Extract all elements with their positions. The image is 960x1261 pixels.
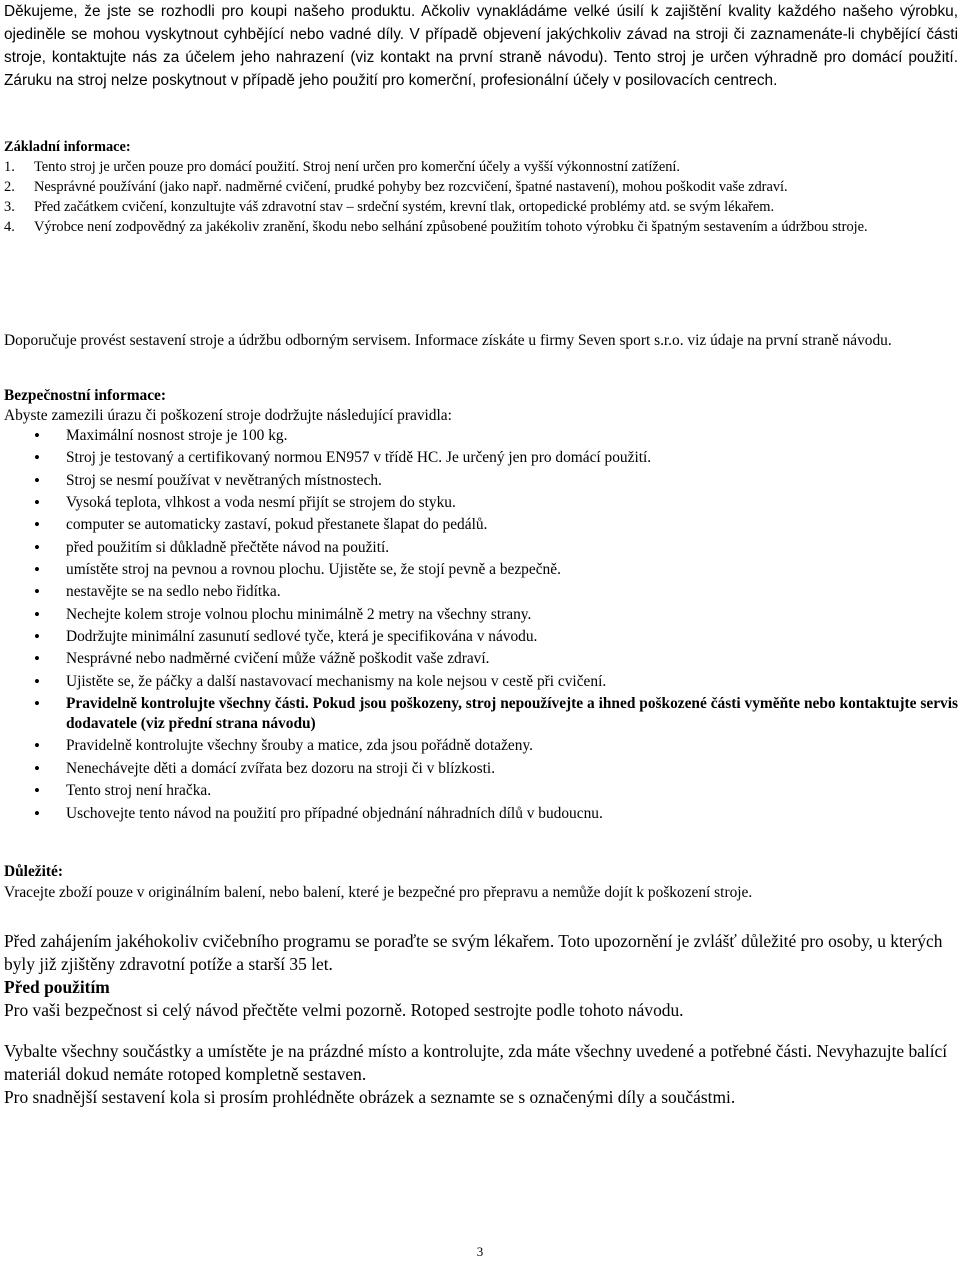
bullet-icon: • [34, 781, 40, 801]
bullet-icon: • [34, 758, 40, 778]
safety-rule-text: Nenechávejte děti a domácí zvířata bez dozoru na stroji či v blízkosti. [66, 759, 496, 777]
safety-rule-text: Tento stroj není hračka. [66, 782, 212, 800]
before-use-heading: Před použitím [4, 977, 110, 997]
safety-rule-text: Vysoká teplota, vlhkost a voda nesmí přijít se strojem do styku. [66, 494, 456, 512]
important-heading: Důležité: [4, 863, 63, 880]
safety-intro: Abyste zamezili úrazu či poškození stroje dodržujte následující pravidla: [4, 407, 452, 424]
bullet-icon: • [34, 537, 40, 557]
bullet-icon: • [34, 426, 40, 445]
bullet-icon: • [34, 671, 40, 691]
item-number: 1. [4, 159, 15, 175]
safety-rule-text: Pravidelně kontrolujte všechny části. Pokud jsou poškozeny, stroj nepoužívejte a ihned poškozené části vyměňte nebo kontaktujte servis dodavatele (viz přední strana návodu) [66, 695, 958, 733]
safety-rule-text: Stroj se nesmí používat v nevětraných místnostech. [66, 471, 382, 489]
read-manual-note: Pro vaši bezpečnost si celý návod přečtěte velmi pozorně. Rotoped sestrojte podle tohoto návodu. [4, 1000, 684, 1020]
safety-rule [4, 627, 958, 647]
safety-rule-text: Dodržujte minimální zasunutí sedlové tyče, která je specifikována v návodu. [66, 628, 538, 646]
safety-rule-emphasized [4, 694, 958, 734]
safety-rule [4, 538, 958, 558]
page-number: 3 [476, 1244, 484, 1259]
safety-rule [4, 426, 958, 446]
paragraph-spacer [4, 1022, 958, 1040]
bullet-icon: • [34, 604, 40, 624]
basic-info-section [4, 137, 958, 237]
safety-rule-text: Ujistěte se, že páčky a další nastavovací mechanismy na kole nejsou v cestě při cvičení. [66, 672, 607, 690]
basic-info-item [4, 157, 958, 177]
item-text: Výrobce není zodpovědný za jakékoliv zranění, škodu nebo selhání způsobené použitím tohoto výrobku či špatným sestavením a údržbou stroje. [34, 219, 868, 235]
picture-note: Pro snadnější sestavení kola si prosím prohlédněte obrázek a seznamte se s označenými díly a součástmi. [4, 1087, 736, 1107]
bullet-icon: • [34, 649, 40, 669]
safety-rule [4, 493, 958, 513]
safety-section [4, 386, 958, 826]
safety-rule-text: Nechejte kolem stroje volnou plochu minimálně 2 metry na všechny strany. [66, 605, 532, 623]
item-number: 3. [4, 199, 15, 215]
safety-rule [4, 759, 958, 779]
intro-paragraph: Děkujeme, že jste se rozhodli pro koupi našeho produktu. Ačkoliv vynakládáme velké úsilí k zajištění kvality každého našeho výrobku, ojediněle se mohou vyskytnout cyhbějící nebo vadné díly. V případě objevení jakýchkoliv závad na stroji či zaznamenáte-li chybějící části stroje, kontaktujte nás za účelem jeho nahrazení (viz kontakt na první straně návodu). Tento stroj je určen výhradně pro domácí použití. Záruku na stroj nelze poskytnout v případě jeho použití pro komerční, profesionální účely v posilovacích centrech. [4, 3, 958, 89]
safety-rule [4, 448, 958, 468]
bullet-icon: • [34, 694, 40, 714]
item-number: 4. [4, 219, 15, 235]
item-number: 2. [4, 179, 15, 195]
item-text: Nesprávné používání (jako např. nadměrné cvičení, prudké pohyby bez rozcvičení, špatné nastavení), mohou poškodit vaše zdraví. [34, 179, 788, 195]
safety-rule [4, 515, 958, 535]
bullet-icon: • [34, 470, 40, 490]
doctor-note: Před zahájením jakéhokoliv cvičebního programu se poraďte se svým lékařem. Toto upozornění je zvlášť důležité pro osoby, u kterých byly již zjištěny zdravotní potíže a starší 35 let. [4, 931, 943, 974]
bullet-icon: • [34, 627, 40, 647]
bullet-icon: • [34, 560, 40, 580]
safety-rule [4, 781, 958, 801]
important-section [4, 861, 958, 903]
bullet-icon: • [34, 448, 40, 468]
item-text: Před začátkem cvičení, konzultujte váš zdravotní stav – srdeční systém, krevní tlak, ortopedické problémy atd. se svým lékařem. [34, 199, 775, 215]
basic-info-item [4, 197, 958, 217]
before-use-section [4, 930, 958, 1109]
safety-rule [4, 605, 958, 625]
safety-rule-text: Nesprávné nebo nadměrné cvičení může vážně poškodit vaše zdraví. [66, 650, 490, 668]
safety-rule-text: před použitím si důkladně přečtěte návod na použití. [66, 538, 390, 556]
bullet-icon: • [34, 515, 40, 535]
safety-rule-text: Pravidelně kontrolujte všechny šrouby a matice, zda jsou pořádně dotaženy. [66, 737, 533, 755]
safety-rule-text: umístěte stroj na pevnou a rovnou plochu. Ujistěte se, že stojí pevně a bezpečně. [66, 561, 561, 579]
safety-heading: Bezpečnostní informace: [4, 387, 166, 404]
safety-rule [4, 471, 958, 491]
safety-rule-text: Maximální nosnost stroje je 100 kg. [66, 427, 288, 444]
basic-info-item [4, 217, 958, 237]
bullet-icon: • [34, 493, 40, 513]
safety-rule-text: nestavějte se na sedlo nebo řidítka. [66, 583, 281, 601]
bullet-icon: • [34, 736, 40, 756]
safety-rule [4, 736, 958, 756]
unpack-note: Vybalte všechny součástky a umístěte je na prázdné místo a kontrolujte, zda máte všechny uvedené a potřebné části. Nevyhazujte balící materiál dokud nemáte rotoped kompletně sestaven. [4, 1041, 948, 1084]
safety-rule-text: Stroj je testovaný a certifikovaný normou EN957 v třídě HC. Je určený jen pro domácí použití. [66, 449, 652, 467]
item-text: Tento stroj je určen pouze pro domácí použití. Stroj není určen pro komerční účely a vyšší výkonnostní zatížení. [34, 159, 680, 175]
basic-info-heading: Základní informace: [4, 139, 131, 155]
safety-rules-list [4, 426, 958, 824]
safety-rule-text: computer se automaticky zastaví, pokud přestanete šlapat do pedálů. [66, 516, 488, 534]
important-text: Vracejte zboží pouze v originálním balení, nebo balení, které je bezpečné pro přepravu a nemůže dojít k poškození stroje. [4, 884, 753, 901]
safety-rule [4, 560, 958, 580]
safety-rule [4, 582, 958, 602]
safety-rule [4, 649, 958, 669]
safety-rule [4, 672, 958, 692]
bullet-icon: • [34, 582, 40, 602]
bullet-icon: • [34, 803, 40, 823]
safety-rule [4, 804, 958, 824]
safety-rule-text: Uschovejte tento návod na použití pro případné objednání náhradních dílů v budoucnu. [66, 804, 603, 822]
basic-info-item [4, 177, 958, 197]
service-recommendation: Doporučuje provést sestavení stroje a údržbu odborným servisem. Informace získáte u firmy Seven sport s.r.o. viz údaje na první straně návodu. [4, 332, 892, 349]
